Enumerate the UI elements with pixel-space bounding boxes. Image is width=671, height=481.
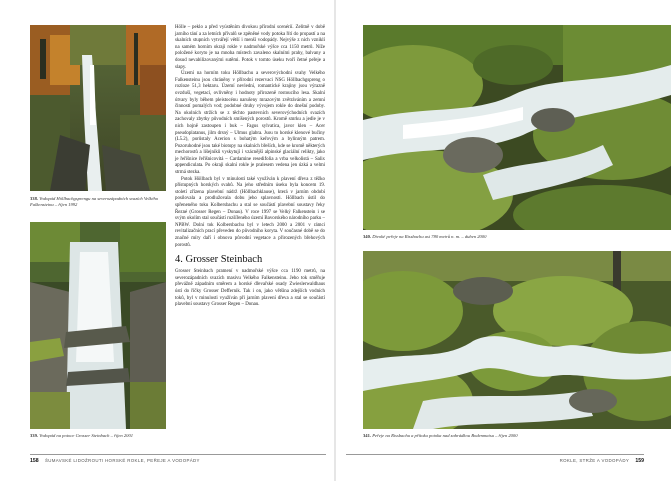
photo-340-rapids bbox=[363, 25, 671, 230]
photo-341-number: 341. bbox=[363, 433, 372, 438]
photo-338-caption bbox=[30, 196, 166, 207]
right-page-number: 159 bbox=[635, 458, 644, 464]
section-heading: 4. Grosser Steinbach bbox=[175, 254, 263, 266]
left-running-title: ŠUMAVSKÉ LIDOŽROUTI HORSKÉ ROKLE, PEŘEJE A VODOPÁDY bbox=[44, 458, 200, 463]
right-folio bbox=[536, 458, 644, 464]
photo-339-cascade bbox=[30, 222, 166, 429]
right-footer-rule bbox=[346, 454, 644, 455]
photo-340-caption bbox=[363, 234, 663, 240]
left-page-number: 158 bbox=[30, 458, 39, 464]
photo-338-number: 338. bbox=[30, 196, 39, 201]
body-text-column bbox=[175, 25, 325, 309]
photo-341-mossy-stream bbox=[363, 251, 671, 429]
right-page bbox=[336, 0, 671, 481]
photo-340-caption-text: Divoké peřeje na Rissbachu asi 780 metrů n. m. – duben 2000 bbox=[372, 234, 487, 239]
left-footer-rule bbox=[30, 454, 326, 455]
photo-339-caption bbox=[30, 433, 180, 439]
photo-339-number: 339. bbox=[30, 433, 39, 438]
photo-341-caption bbox=[363, 433, 663, 439]
photo-340-number: 340. bbox=[363, 234, 372, 239]
photo-338-caption-text: Vodopád Höllbachgsprengu na severozápadních svazích Velkého Falkensteinu – říjen 1992 bbox=[30, 196, 159, 207]
left-folio bbox=[30, 458, 200, 464]
photo-339-caption-text: Vodopád na potoce Grosser Steinbach – říjen 2001 bbox=[39, 433, 134, 438]
right-running-title: ROKLE, STRŽE A VODOPÁDY bbox=[559, 458, 630, 463]
paragraph-4: Grosser Steinbach pramení v nadmořské výšce cca 1190 metrů, na severozápadních svazích masivu Velkého Falkensteinu. Jeho tok směřuje převážně západním směrem a horské dřevařské osady Zwieslerwaldhaus ústí do říčky Grosser Deffernik. Tak i on, jako většina zdejších vodních toků, byl v minulosti využíván při jarním plavení dřeva a stal se součástí plavební soustavy Grosser Regen – Donau. bbox=[175, 269, 325, 308]
left-page bbox=[0, 0, 335, 481]
paragraph-2: Území na horním toku Höllbachu a severovýchodní svahy Velkého Falkensteinu jsou chráněny v přírodní rezervaci NSG Höllbachgspreng o rozloze 51,3 hektaru. Území nevlední, romantické krajiny jsou výrazně ovzduší, vegetací, ovlivněny i hodnoty přirozeně rostoucího lesa. Skalní útvary byly během pleistocénu narušeny mrazovým zvětráváním a zemní činností pomalých vod; podobné druhy vývojem rokle do dnešní podoby. Na okolních stržích se z těchto pastevních severovýchodních svazích zachovaly zbytky původních smíšených porostů. Kromě smrku a jedle je v nich hojně zastoupen i buk – Fagus sylvatica, javor klen – Acer pseudoplatanus, jilm drsný – Ulmus glabra. Jsou to horské klenové bučiny (L5.2), porůstaly Acerion s bohatým keřovým a bylinným patrem. Pozoruhodné jsou také biotopy na skalních břeších, kde se kromě některých mechorostů a lišejníků vyskytují i vzácnější alpinské glaciální relikty, jako je řeřišnice řeřišnicovitá – Cardamine resedifolia a vrba velkolistá – Salix appendiculata. Po okraji skalní rokle je pralesem vedena jen úzká a velmi strmá stezka. bbox=[175, 71, 325, 176]
photo-338-waterfall-autumn bbox=[30, 25, 166, 191]
paragraph-3: Potok Höllbach byl v minulosti také využíván k plavení dřeva z těžko přístupných horských svahů. Na jeho středním úseku byla koncem 19. století zřízena plavební nádrž (Höllbachklause), která v jarním období posilovala a prodlužovala dobu jeho splavnosti. Höllbach ústil do spřeneného toku Kolbersbachu a stal se součástí plavební soustavy řeky Řezné (Grosser Regen – Donau). V roce 1997 se Velký Falkenstein i se svým okolím stal součástí rozšířeného území Bavorského národního parku – NPBW. Dolní tok Kolbersbachu byl v letech 2000 a 2001 v rámci revitalizačních prací převeden do původního koryta. V současné době se do značné míry daří i obnova původní vegetace a přirozených břehových porostů. bbox=[175, 176, 325, 248]
photo-341-caption-text: Peřeje na Rissbachu a přítoku potoka nad zahrádkou Bodenmaisu – říjen 2000 bbox=[372, 433, 518, 438]
paragraph-1: Hölle – peklo a před vyústěním divokou přírodní scenérií. Zelitně v době jarního tání a za letních přívalů se zpěněné vody potoka řítí do propastí a na skalních stupních vytvářejí větší i menší vodopády. Nejvýše z nich vzniklí na samém horním okraji rokle v nadmořské výšce cca 1150 metrů. Níže položené koryto je na mnoha místech zavaleno skalními prahy, balvany a dosud nevabilizovanými sutěmi. Potok v tomto úseku tvoří četné peřeje a slapy. bbox=[175, 25, 325, 70]
